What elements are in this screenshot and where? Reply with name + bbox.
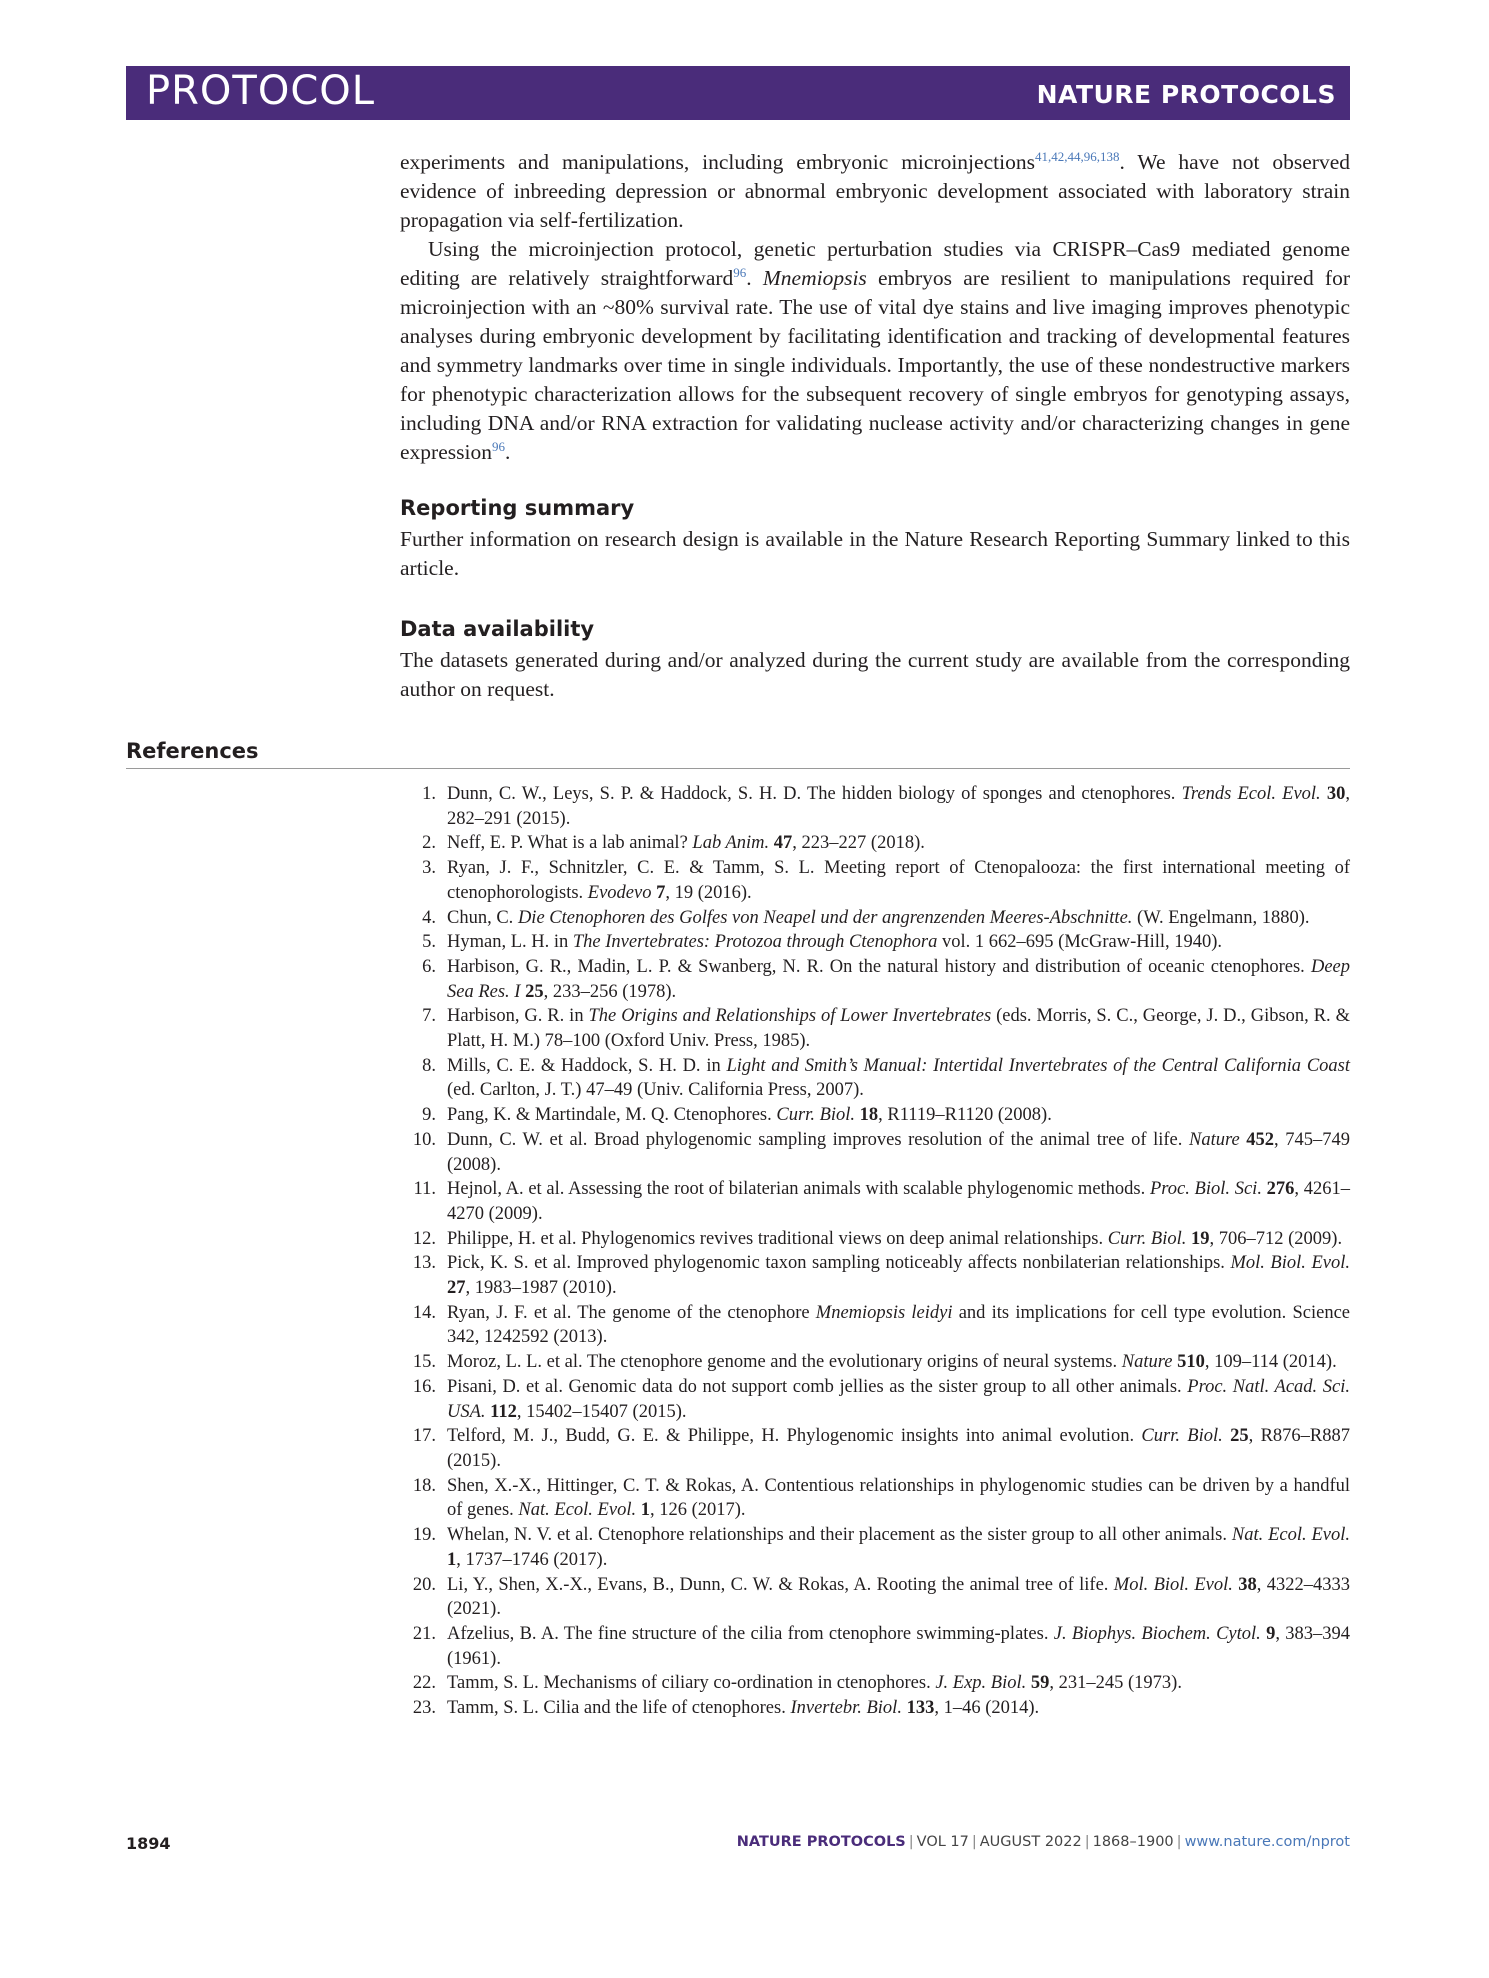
reference-pages: , 233–256 (1978). [543, 981, 677, 1002]
reference-volume: 38 [1238, 1574, 1257, 1595]
reference-text: Moroz, L. L. et al. The ctenophore genome and the evolutionary origins of neural systems. [447, 1352, 1122, 1373]
reference-text: Dunn, C. W. et al. Broad phylogenomic sampling improves resolution of the animal tree of life. [447, 1129, 1189, 1150]
footer-journal: NATURE PROTOCOLS [736, 1834, 906, 1850]
reference-item [400, 1573, 1350, 1622]
reference-item [400, 1177, 1350, 1226]
reference-pages: , 706–712 (2009). [1209, 1228, 1343, 1249]
citation-link[interactable]: 96 [491, 438, 505, 454]
reference-item [400, 1128, 1350, 1177]
reference-text: Dunn, C. W., Leys, S. P. & Haddock, S. H. D. The hidden biology of sponges and ctenophores. [447, 784, 1182, 804]
reference-number: 1. [422, 784, 436, 804]
reference-journal: Nature [1188, 1129, 1240, 1150]
reference-pages: , R876–R887 (2015). [447, 1426, 1350, 1471]
reference-pages: , 231–245 (1973). [1049, 1673, 1182, 1694]
reference-volume: 25 [525, 981, 544, 1002]
references-heading: References [126, 739, 259, 763]
reference-pages: , 15402–15407 (2015). [516, 1401, 687, 1422]
reference-number: 6. [422, 956, 436, 977]
reference-journal: Curr. Biol. [1107, 1228, 1187, 1249]
reference-number: 8. [422, 1055, 436, 1076]
data-availability-text: The datasets generated during and/or analyzed during the current study are available from the corresponding author on request. [400, 648, 1350, 701]
reporting-summary-heading: Reporting summary [400, 496, 635, 520]
reference-volume: 1 [640, 1500, 650, 1521]
paragraph-2: Using the microinjection protocol, genetic perturbation studies via CRISPR–Cas9 mediated genome editing are relatively straightforward$^{96}$. Mnemiopsis embryos are resilient to manipulations required for microinjection with an ~80% survival rate. The use of vital dye stains and live imaging improves phenotypic analyses during embryonic development by facilitating identification and tracking of developmental features and symmetry landmarks over time in single individuals. Importantly, the use of these nondestructive markers for phenotypic characterization allows for the subsequent recovery of single embryos for genotyping assays, including DNA and/or RNA extraction for validating nuclease activity and/or characterizing changes in gene expression$^{96}$. [400, 237, 1350, 464]
reference-journal: The Invertebrates: Protozoa through Ctenophora [572, 932, 938, 953]
reference-volume: 18 [859, 1105, 879, 1126]
reference-volume: 112 [490, 1401, 517, 1422]
reference-volume: 7 [656, 882, 666, 903]
reference-item [400, 1523, 1350, 1572]
reference-pages: , 383–394 (1961). [447, 1623, 1350, 1669]
reference-journal: Light and Smith’s Manual: Intertidal Invertebrates of the Central California Coast [726, 1055, 1350, 1076]
reference-journal: Proc. Natl. Acad. Sci. USA. [447, 1376, 1350, 1422]
reference-volume: 452 [1246, 1129, 1275, 1150]
reference-journal: J. Biophys. Biochem. Cytol. [1053, 1623, 1261, 1644]
reference-number: 3. [422, 858, 436, 879]
body-paragraphs [400, 148, 1350, 467]
reference-pages: , R1119–R1120 (2008). [878, 1105, 1052, 1126]
reference-text: Ryan, J. F., Schnitzler, C. E. & Tamm, S. L. Meeting report of Ctenopalooza: the first international meeting of ctenophorologists. [447, 858, 1350, 903]
reference-item [400, 1424, 1350, 1473]
reference-item [400, 1054, 1350, 1103]
reference-journal: Nat. Ecol. Evol. [518, 1500, 637, 1521]
reference-item [400, 831, 1350, 856]
reference-journal: Proc. Biol. Sci. [1149, 1179, 1262, 1200]
reference-number: 17. [412, 1426, 436, 1447]
reference-volume: 1 [447, 1549, 457, 1570]
reference-number: 21. [412, 1623, 436, 1644]
reference-volume: 19 [1191, 1228, 1210, 1249]
reference-pages: , 109–114 (2014). [1204, 1352, 1337, 1373]
reference-journal: Nat. Ecol. Evol. [1231, 1525, 1350, 1546]
references-divider [126, 768, 1350, 769]
reference-text: Harbison, G. R. in [447, 1006, 589, 1027]
reference-text: Ryan, J. F. et al. The genome of the ctenophore [447, 1302, 816, 1323]
reference-text: Li, Y., Shen, X.-X., Evans, B., Dunn, C. W. & Rokas, A. Rooting the animal tree of life. [447, 1574, 1114, 1595]
reference-item [400, 930, 1350, 955]
reference-item [400, 782, 1350, 831]
reference-pages: , 19 (2016). [665, 882, 752, 903]
reference-text: Chun, C. [447, 907, 518, 928]
reference-journal: The Origins and Relationships of Lower Invertebrates [588, 1006, 992, 1027]
reference-pages: , 745–749 (2008). [447, 1129, 1351, 1175]
reference-pages: , 126 (2017). [649, 1500, 746, 1521]
reference-item [400, 1622, 1350, 1671]
reference-journal: Mnemiopsis leidyi [815, 1302, 953, 1323]
reference-volume: 47 [773, 833, 793, 854]
reference-text: Tamm, S. L. Mechanisms of ciliary co-ordination in ctenophores. [447, 1673, 936, 1694]
reference-text: Harbison, G. R., Madin, L. P. & Swanberg, N. R. On the natural history and distribution of oceanic ctenophores. [447, 956, 1311, 977]
reference-text: Whelan, N. V. et al. Ctenophore relationships and their placement as the sister group to all other animals. [447, 1525, 1232, 1546]
reference-number: 14. [412, 1302, 436, 1323]
reference-item [400, 1696, 1350, 1721]
reference-pages: and its implications for cell type evolution. Science 342, 1242592 (2013). [447, 1302, 1350, 1348]
reference-number: 5. [422, 932, 436, 953]
data-availability-heading: Data availability [400, 617, 595, 641]
reference-pages: , 223–227 (2018). [792, 833, 925, 854]
reference-text: Pang, K. & Martindale, M. Q. Ctenophores. [447, 1105, 777, 1126]
reference-number: 7. [422, 1006, 436, 1027]
reference-pages: (eds. Morris, S. C., George, J. D., Gibson, R. & Platt, H. M.) 78–100 (Oxford Univ. Press, 1985). [447, 1006, 1350, 1052]
reference-item [400, 955, 1350, 1004]
reference-journal: J. Exp. Biol. [935, 1673, 1027, 1694]
reference-pages: , 282–291 (2015). [447, 784, 1350, 829]
reference-number: 22. [412, 1673, 436, 1694]
reference-item [400, 1671, 1350, 1696]
reference-volume: 510 [1177, 1352, 1205, 1373]
reference-pages: , 1737–1746 (2017). [456, 1549, 608, 1570]
reference-journal: Nature [1121, 1352, 1173, 1373]
reference-volume: 59 [1030, 1673, 1050, 1694]
footer-url-link[interactable]: www.nature.com/nprot [1184, 1834, 1350, 1850]
reference-volume: 27 [447, 1278, 466, 1299]
reference-journal: Deep Sea Res. I [447, 956, 1350, 1002]
reference-text: Hyman, L. H. in [447, 932, 573, 953]
footer-volume: VOL 17 [916, 1834, 969, 1850]
reference-number: 4. [422, 907, 436, 928]
reference-pages: , 1983–1987 (2010). [465, 1278, 617, 1299]
reference-journal: Mol. Biol. Evol. [1113, 1574, 1233, 1595]
reference-item [400, 1474, 1350, 1523]
reference-number: 10. [412, 1129, 436, 1150]
reference-pages: , 1–46 (2014). [934, 1698, 1040, 1719]
reference-text: Mills, C. E. & Haddock, S. H. D. in [447, 1055, 727, 1076]
reference-item [400, 1375, 1350, 1424]
reference-text: Philippe, H. et al. Phylogenomics revives traditional views on deep animal relationships. [447, 1228, 1108, 1249]
reference-journal: Invertebr. Biol. [790, 1698, 902, 1719]
reference-number: 2. [422, 833, 436, 854]
reference-pages: , 4261–4270 (2009). [447, 1179, 1351, 1224]
reference-number: 20. [412, 1574, 436, 1595]
reference-journal: Curr. Biol. [1141, 1426, 1223, 1447]
reference-text: Afzelius, B. A. The fine structure of the cilia from ctenophore swimming-plates. [447, 1623, 1054, 1644]
reference-number: 16. [412, 1376, 436, 1397]
reference-item [400, 1004, 1350, 1053]
reference-pages: vol. 1 662–695 (McGraw-Hill, 1940). [937, 932, 1223, 953]
reference-item [400, 1301, 1350, 1350]
reference-number: 15. [412, 1352, 436, 1373]
reference-journal: Evodevo [587, 882, 652, 903]
reference-number: 13. [412, 1253, 436, 1274]
page-number: 1894 [126, 1834, 171, 1853]
reference-text: Pisani, D. et al. Genomic data do not support comb jellies as the sister group to all other animals. [447, 1376, 1188, 1397]
reference-number: 12. [412, 1228, 436, 1249]
reference-volume: 30 [1326, 784, 1346, 804]
reference-number: 23. [412, 1698, 436, 1719]
reference-journal: Trends Ecol. Evol. [1181, 784, 1321, 804]
reference-item [400, 1103, 1350, 1128]
reference-volume: 133 [906, 1698, 935, 1719]
reference-journal: Lab Anim. [692, 833, 770, 854]
reference-number: 11. [413, 1179, 436, 1200]
reference-item [400, 1251, 1350, 1300]
journal-name-label: NATURE PROTOCOLS [1036, 80, 1336, 109]
citation-link[interactable]: 96 [733, 264, 747, 280]
reference-text: Neff, E. P. What is a lab animal? [447, 833, 693, 854]
reference-pages: (ed. Carlton, J. T.) 47–49 (Univ. California Press, 2007). [447, 1080, 864, 1101]
reference-text: Hejnol, A. et al. Assessing the root of bilaterian animals with scalable phylogenomic methods. [447, 1179, 1150, 1200]
reference-pages: , 4322–4333 (2021). [447, 1574, 1350, 1620]
reference-journal: Mol. Biol. Evol. [1230, 1253, 1350, 1274]
reference-item [400, 1227, 1350, 1252]
footer-date: AUGUST 2022 [979, 1834, 1082, 1850]
reference-text: Shen, X.-X., Hittinger, C. T. & Rokas, A. Contentious relationships in phylogenomic studies can be driven by a handful of genes. [447, 1475, 1350, 1521]
article-type-label: PROTOCOL [146, 68, 376, 114]
reference-volume: 276 [1266, 1179, 1295, 1200]
footer-citation: NATURE PROTOCOLS | VOL 17 | AUGUST 2022 | 1868–1900 | www.nature.com/nprot [736, 1834, 1350, 1850]
header-banner [126, 66, 1350, 120]
paragraph-1: experiments and manipulations, including embryonic microinjections$^{41,42,44,96,138}$. We have not observed evidence of inbreeding depression or abnormal embryonic development associated with laboratory strain propagation via self-fertilization. [400, 148, 1350, 232]
reference-number: 18. [412, 1475, 436, 1496]
reference-text: Telford, M. J., Budd, G. E. & Philippe, H. Phylogenomic insights into animal evolution. [447, 1426, 1142, 1447]
reference-volume: 9 [1266, 1623, 1276, 1644]
reference-list [400, 782, 1350, 1721]
reference-pages: (W. Engelmann, 1880). [1132, 907, 1310, 928]
reference-item [400, 1350, 1350, 1375]
reference-volume: 25 [1230, 1426, 1249, 1447]
footer-pages: 1868–1900 [1092, 1834, 1174, 1850]
reference-journal: Curr. Biol. [776, 1105, 856, 1126]
reference-item [400, 906, 1350, 931]
reference-number: 9. [422, 1105, 436, 1126]
reference-journal: Die Ctenophoren des Golfes von Neapel und der angrenzenden Meeres-Abschnitte. [517, 907, 1133, 928]
reference-item [400, 856, 1350, 905]
reporting-summary-text: Further information on research design is available in the Nature Research Reporting Summary linked to this article. [400, 527, 1350, 580]
reference-text: Tamm, S. L. Cilia and the life of ctenophores. [447, 1698, 791, 1719]
citation-link[interactable]: 41,42,44,96,138 [1034, 148, 1120, 164]
reference-text: Pick, K. S. et al. Improved phylogenomic taxon sampling noticeably affects nonbilaterian relationships. [447, 1253, 1231, 1274]
reference-number: 19. [412, 1525, 436, 1546]
